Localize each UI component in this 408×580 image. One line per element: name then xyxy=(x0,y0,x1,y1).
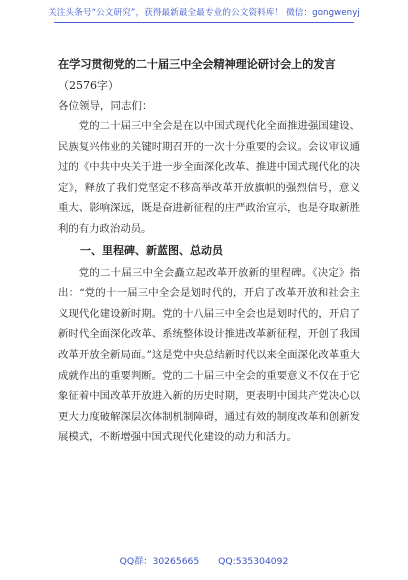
footer-qq: QQ:535304092 xyxy=(218,556,289,567)
footer-contact xyxy=(0,553,408,567)
document-title: 在学习贯彻党的二十届三中全会精神理论研讨会上的发言 xyxy=(58,58,336,71)
intro-paragraph: 党的二十届三中全会是在以中国式现代化全面推进强国建设、民族复兴伟业的关键时期召开的一次十分重要的会议。会议审议通过的《中共中央关于进一步全面深化改革、推进中国式现代化的决定》，释放了我们党坚定不移高举改革开放旗帜的强烈信号，意义重大、影响深远，既是奋进新征程的庄严政治宣示，也是夺取新胜利的有力政治动员。 xyxy=(58,120,360,235)
header-promo-note: 关注头条号“公文研究”，获得最新最全最专业的公文资料库！ 微信：gongwenyj xyxy=(48,8,360,18)
header-divider xyxy=(54,22,354,23)
section-heading: 一、里程碑、新蓝图、总动员 xyxy=(80,243,223,257)
document-body xyxy=(58,56,360,448)
section-paragraph: 党的二十届三中全会矗立起改革开放新的里程碑。《决定》指出：“党的十一届三中全会是划时代的，开启了改革开放和社会主义现代化建设新时期。党的十八届三中全会也是划时代的，开启了新时代全面深化改革、系统整体设计推进改革新征程，开创了我国改革开放全新局面。”这是党中央总结新时代以来全面深化改革重大成就作出的重要判断。党的二十届三中全会的重要意义不仅在于它象征着中国改革开放进入新的历史时期，更表明中国共产党决心以更大力度破解深层次体制机制障碍，通过有效的制度改革和创新发展模式，不断增强中国式现代化建设的动力和活力。 xyxy=(58,266,360,444)
footer-qq-group: QQ群：30265665 xyxy=(119,556,200,567)
word-count: （2576字） xyxy=(58,79,119,92)
greeting: 各位领导，同志们： xyxy=(58,100,153,112)
